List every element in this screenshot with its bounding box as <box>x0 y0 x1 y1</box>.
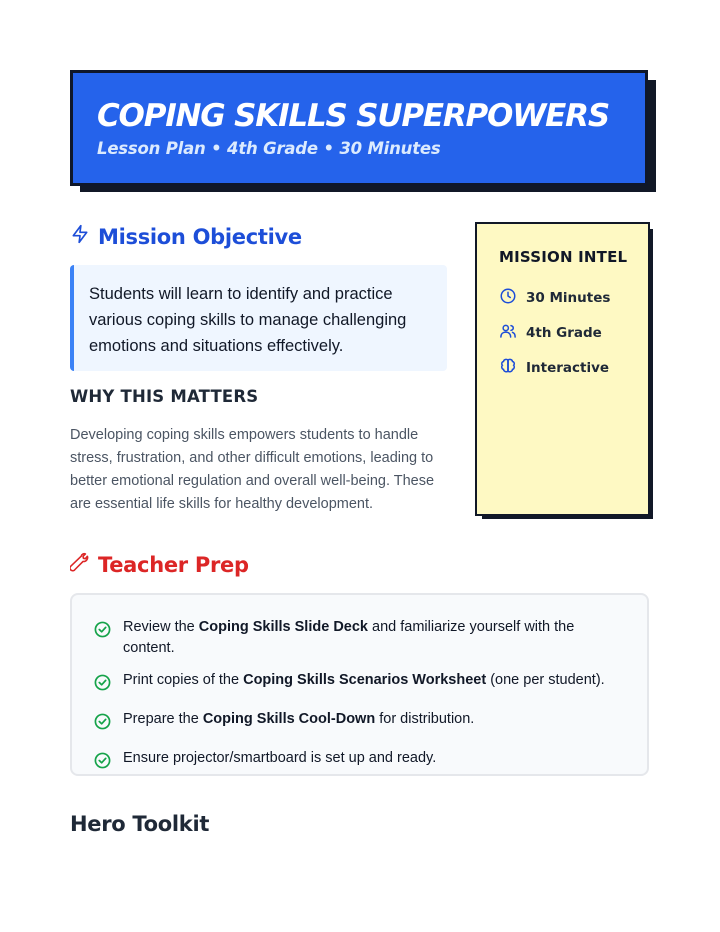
objective-text: Students will learn to identify and practice various coping skills to manage challenging emotions and situations effectively. <box>70 265 447 371</box>
intel-item-label: Interactive <box>526 359 610 376</box>
toolkit-heading: Hero Toolkit <box>70 812 210 836</box>
page-title: COPING SKILLS SUPERPOWERS <box>97 98 609 134</box>
header-banner <box>70 70 648 186</box>
list-item <box>94 748 627 776</box>
list-item-text: Print copies of the Coping Skills Scenarios Worksheet (one per student). <box>123 672 605 688</box>
check-circle-icon <box>94 617 111 645</box>
list-item <box>94 709 627 737</box>
check-circle-icon <box>94 748 111 776</box>
intel-item-grade <box>499 315 648 350</box>
users-icon <box>499 322 517 344</box>
intel-item-label: 30 Minutes <box>526 289 611 306</box>
why-heading: WHY THIS MATTERS <box>70 387 259 406</box>
intel-title: MISSION INTEL <box>499 248 628 266</box>
list-item-text: Prepare the Coping Skills Cool-Down for distribution. <box>123 711 475 727</box>
prep-checklist <box>70 593 649 776</box>
list-item-text: Review the Coping Skills Slide Deck and familiarize yourself with the content. <box>123 619 575 656</box>
list-item <box>94 617 627 659</box>
prep-heading <box>70 552 249 577</box>
intel-item-label: 4th Grade <box>526 324 602 341</box>
list-item-text: Ensure projector/smartboard is set up and ready. <box>123 750 437 766</box>
intel-item-format <box>499 350 648 385</box>
mission-intel-card <box>475 222 650 516</box>
list-item <box>94 670 627 698</box>
intel-item-duration <box>499 280 648 315</box>
brain-icon <box>499 357 517 379</box>
why-text: Developing coping skills empowers students to handle stress, frustration, and other difficult emotions, leading to better emotional regulation and overall well-being. These are essential life skills for healthy development. <box>70 427 435 512</box>
lightning-icon <box>70 224 90 249</box>
check-circle-icon <box>94 670 111 698</box>
objective-heading <box>70 224 302 249</box>
wrench-icon <box>70 552 90 577</box>
prep-heading-label: Teacher Prep <box>98 552 249 577</box>
objective-heading-label: Mission Objective <box>98 224 302 249</box>
page-subtitle: Lesson Plan • 4th Grade • 30 Minutes <box>97 139 441 158</box>
clock-icon <box>499 287 517 309</box>
check-circle-icon <box>94 709 111 737</box>
